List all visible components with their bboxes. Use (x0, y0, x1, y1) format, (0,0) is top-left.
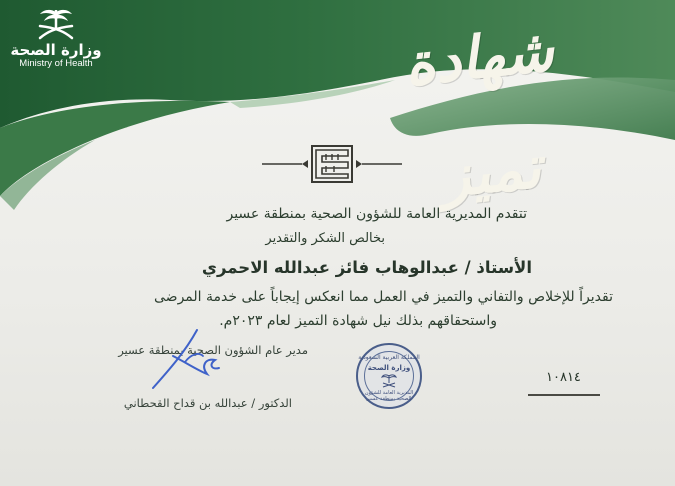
stamp-middle-text: وزارة الصحة (367, 364, 411, 372)
ministry-name-en: Ministry of Health (19, 58, 93, 69)
certificate-number: ١٠٨١٤ (546, 370, 581, 385)
ministry-name-ar: وزارة الصحة (10, 41, 102, 59)
appreciation-line: تقديراً للإخلاص والتفاني والتميز في العمل مما انعكس إيجاباً على خدمة المرضى (154, 289, 613, 305)
stamp-bottom-text: المديرية العامة للشؤون الصحية بمنطقة عسير (364, 390, 414, 402)
issuer-line: تتقدم المديرية العامة للشؤون الصحية بمنطقة عسير (226, 206, 527, 222)
ministry-logo (8, 6, 104, 86)
signatory-title: مدير عام الشؤون الصحية بمنطقة عسير (118, 343, 308, 357)
stamp-palm-icon (380, 374, 398, 388)
award-year-line: واستحقاقهم بذلك نيل شهادة التميز لعام ٢٠٢٣م. (219, 313, 497, 329)
kufic-calligraphy-ornament (262, 140, 402, 188)
signatory-name: الدكتور / عبدالله بن قداح القحطاني (123, 396, 292, 410)
thanks-line: بخالص الشكر والتقدير (265, 231, 385, 246)
handwritten-signature (145, 326, 235, 392)
stamp-top-text: المملكة العربية السعودية (358, 354, 420, 361)
certificate-title: شهادة تميز (401, 15, 557, 211)
certificate-number-underline (528, 394, 600, 396)
recipient-name: الأستاذ / عبدالوهاب فائز عبدالله الاحمري (201, 258, 532, 277)
official-stamp (356, 343, 422, 409)
palm-swords-icon (33, 6, 79, 42)
